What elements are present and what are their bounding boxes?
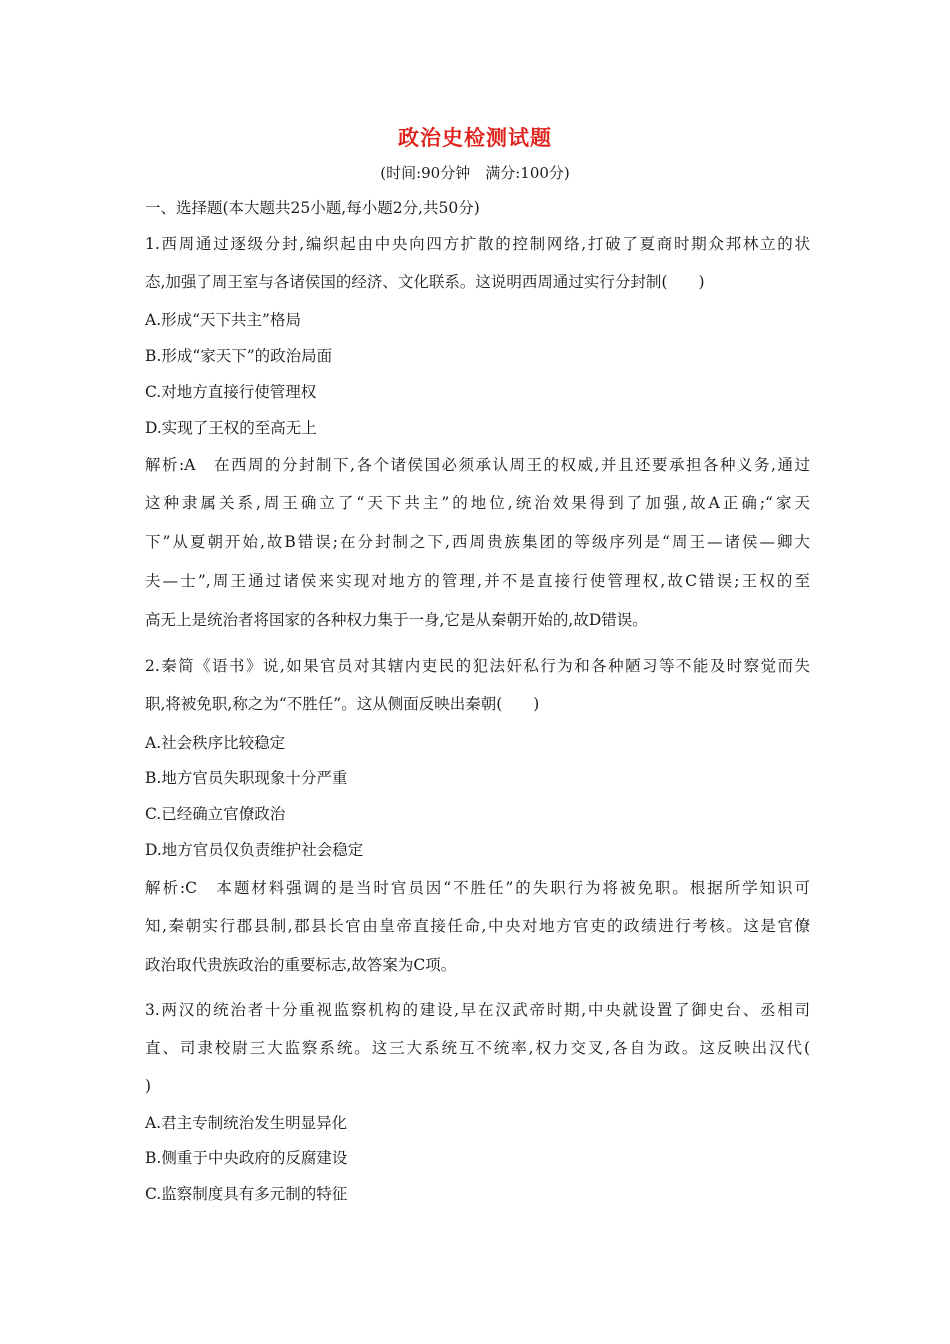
question-1-answer-line-5: 高无上是统治者将国家的各种权力集于一身,它是从秦朝开始的,故D错误。 <box>145 611 648 629</box>
question-2-option-d: D.地方官员仅负责维护社会稳定 <box>145 841 364 859</box>
question-3-stem-line-1: 3.两汉的统治者十分重视监察机构的建设,早在汉武帝时期,中央就设置了御史台、丞相司 <box>145 1001 810 1019</box>
question-1-answer-line-1: 解析:A 在西周的分封制下,各个诸侯国必须承认周王的权威,并且还要承担各种义务,通过 <box>145 456 810 474</box>
question-3-stem-line-3: ) <box>145 1077 152 1095</box>
section-heading: 一、选择题(本大题共25小题,每小题2分,共50分) <box>145 199 480 217</box>
question-3-option-c: C.监察制度具有多元制的特征 <box>145 1185 348 1203</box>
question-1-stem-line-1: 1.西周通过逐级分封,编织起由中央向四方扩散的控制网络,打破了夏商时期众邦林立的状 <box>145 235 810 253</box>
question-3-stem-line-2: 直、司隶校尉三大监察系统。这三大系统互不统率,权力交叉,各自为政。这反映出汉代( <box>145 1039 810 1057</box>
question-1-option-d: D.实现了王权的至高无上 <box>145 419 317 437</box>
question-1-option-c: C.对地方直接行使管理权 <box>145 383 317 401</box>
question-1-stem-line-2: 态,加强了周王室与各诸侯国的经济、文化联系。这说明西周通过实行分封制( ) <box>145 273 705 291</box>
question-1-option-a: A.形成“天下共主”格局 <box>145 311 301 329</box>
exam-info: (时间:90分钟 满分:100分) <box>380 164 570 182</box>
question-2-answer-line-2: 知,秦朝实行郡县制,郡县长官由皇帝直接任命,中央对地方官吏的政绩进行考核。这是官僚 <box>145 917 810 935</box>
question-2-stem-line-2: 职,将被免职,称之为“不胜任”。这从侧面反映出秦朝( ) <box>145 695 540 713</box>
question-2-answer-line-3: 政治取代贵族政治的重要标志,故答案为C项。 <box>145 956 457 974</box>
page-title: 政治史检测试题 <box>398 125 552 150</box>
question-3-option-a: A.君主专制统治发生明显异化 <box>145 1114 348 1132</box>
question-1-answer-line-2: 这种隶属关系,周王确立了“天下共主”的地位,统治效果得到了加强,故A正确;“家天 <box>145 494 810 512</box>
question-2-option-c: C.已经确立官僚政治 <box>145 805 286 823</box>
question-2-option-b: B.地方官员失职现象十分严重 <box>145 769 348 787</box>
question-2-stem-line-1: 2.秦简《语书》说,如果官员对其辖内吏民的犯法奸私行为和各种陋习等不能及时察觉而失 <box>145 657 810 675</box>
question-2-answer-line-1: 解析:C 本题材料强调的是当时官员因“不胜任”的失职行为将被免职。根据所学知识可 <box>145 879 810 897</box>
question-1-answer-line-3: 下”从夏朝开始,故B错误;在分封制之下,西周贵族集团的等级序列是“周王—诸侯—卿大 <box>145 533 810 551</box>
question-3-option-b: B.侧重于中央政府的反腐建设 <box>145 1149 348 1167</box>
question-2-option-a: A.社会秩序比较稳定 <box>145 734 286 752</box>
question-1-option-b: B.形成“家天下”的政治局面 <box>145 347 333 365</box>
question-1-answer-line-4: 夫—士”,周王通过诸侯来实现对地方的管理,并不是直接行使管理权,故C错误;王权的至 <box>145 572 810 590</box>
